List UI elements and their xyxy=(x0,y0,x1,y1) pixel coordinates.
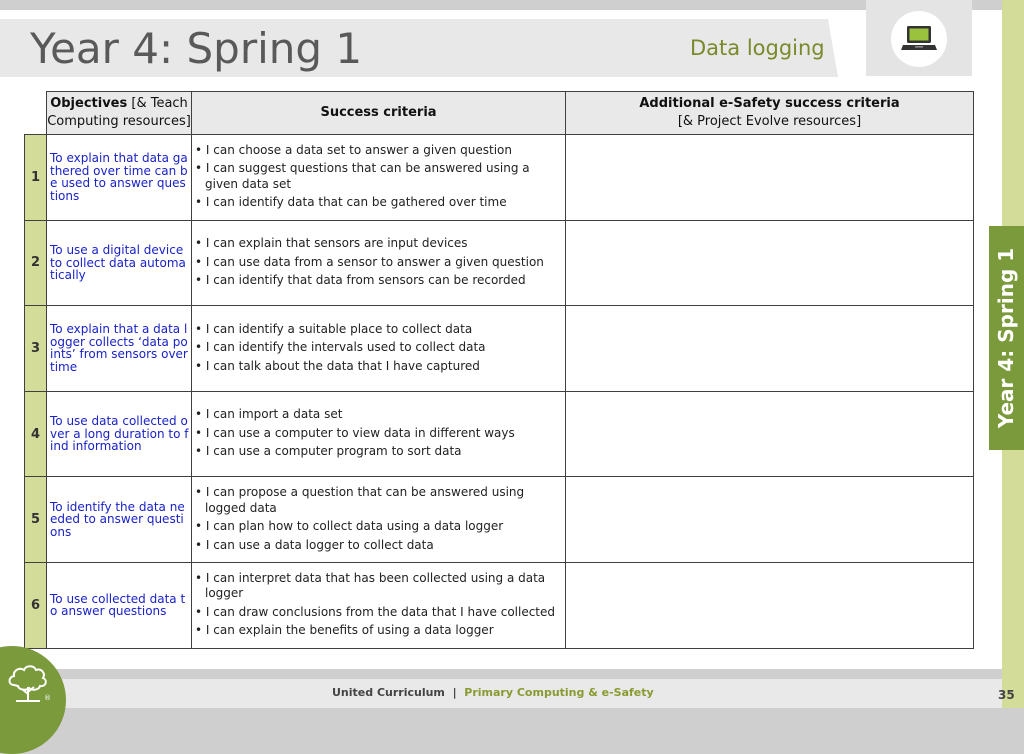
header-additional-criteria: Additional e-Safety success criteria [& Project Evolve resources] xyxy=(566,92,974,135)
bottom-strip xyxy=(0,669,1002,679)
laptop-icon-badge xyxy=(891,11,947,67)
table-corner xyxy=(25,92,47,135)
page-subtitle: Data logging xyxy=(690,36,825,60)
table-row xyxy=(25,562,974,648)
criteria-item: • I can explain that sensors are input devices xyxy=(195,236,468,251)
footer-program: Primary Computing & e-Safety xyxy=(464,686,654,699)
success-criteria-cell xyxy=(192,220,566,306)
objective-link[interactable]: To use data collected over a long duration to find information xyxy=(47,391,192,477)
objective-link[interactable]: To use collected data to answer questions xyxy=(47,562,192,648)
objective-link[interactable]: To use a digital device to collect data automatically xyxy=(47,220,192,306)
success-criteria-cell xyxy=(192,306,566,392)
additional-criteria-cell xyxy=(566,135,974,221)
footer-separator: | xyxy=(452,686,457,699)
criteria-item: • I can identify that data from sensors can be recorded xyxy=(195,273,526,288)
row-number: 4 xyxy=(25,391,47,477)
row-number: 3 xyxy=(25,306,47,392)
side-tab-label: Year 4: Spring 1 xyxy=(994,247,1018,429)
additional-criteria-cell xyxy=(566,562,974,648)
objectives-table xyxy=(24,91,974,649)
criteria-item: • I can draw conclusions from the data that I have collected xyxy=(195,604,556,619)
objective-link[interactable]: To explain that data gathered over time can be used to answer questions xyxy=(47,135,192,221)
registered-mark: ® xyxy=(44,694,51,702)
additional-criteria-cell xyxy=(566,391,974,477)
success-criteria-cell xyxy=(192,391,566,477)
table-row xyxy=(25,477,974,563)
objective-link[interactable]: To explain that a data logger collects ‘data points’ from sensors over time xyxy=(47,306,192,392)
criteria-item: • I can import a data set xyxy=(195,407,343,422)
criteria-item: • I can identify the intervals used to collect data xyxy=(195,340,486,355)
footer-org: United Curriculum xyxy=(332,686,445,699)
table-row xyxy=(25,135,974,221)
row-number: 2 xyxy=(25,220,47,306)
table-row xyxy=(25,391,974,477)
row-number: 1 xyxy=(25,135,47,221)
criteria-item: • I can identify a suitable place to collect data xyxy=(195,321,473,336)
criteria-item: • I can use data from a sensor to answer a given question xyxy=(195,254,544,269)
criteria-item: • I can propose a question that can be answered using logged data xyxy=(195,485,525,515)
criteria-item: • I can talk about the data that I have captured xyxy=(195,358,480,373)
objective-link[interactable]: To identify the data needed to answer questions xyxy=(47,477,192,563)
header-objectives: Objectives [& Teach Computing resources] xyxy=(47,92,192,135)
criteria-item: • I can use a computer to view data in different ways xyxy=(195,425,515,440)
table-row xyxy=(25,220,974,306)
success-criteria-cell xyxy=(192,562,566,648)
criteria-item: • I can suggest questions that can be answered using a given data set xyxy=(195,161,530,191)
header-success-criteria: Success criteria xyxy=(192,92,566,135)
page-number: 35 xyxy=(998,688,1015,702)
row-number: 6 xyxy=(25,562,47,648)
laptop-icon xyxy=(891,11,947,67)
top-strip xyxy=(0,0,1002,10)
criteria-item: • I can identify data that can be gathered over time xyxy=(195,195,507,210)
additional-criteria-cell xyxy=(566,306,974,392)
criteria-item: • I can explain the benefits of using a data logger xyxy=(195,623,494,638)
criteria-item: • I can plan how to collect data using a data logger xyxy=(195,519,504,534)
success-criteria-cell xyxy=(192,477,566,563)
table-row xyxy=(25,306,974,392)
additional-criteria-cell xyxy=(566,220,974,306)
row-number: 5 xyxy=(25,477,47,563)
additional-criteria-cell xyxy=(566,477,974,563)
criteria-item: • I can choose a data set to answer a given question xyxy=(195,142,513,157)
success-criteria-cell xyxy=(192,135,566,221)
criteria-item: • I can use a data logger to collect data xyxy=(195,537,434,552)
criteria-item: • I can use a computer program to sort data xyxy=(195,444,462,459)
footer-text xyxy=(332,686,654,699)
page-title: Year 4: Spring 1 xyxy=(30,24,363,73)
criteria-item: • I can interpret data that has been collected using a data logger xyxy=(195,570,546,601)
